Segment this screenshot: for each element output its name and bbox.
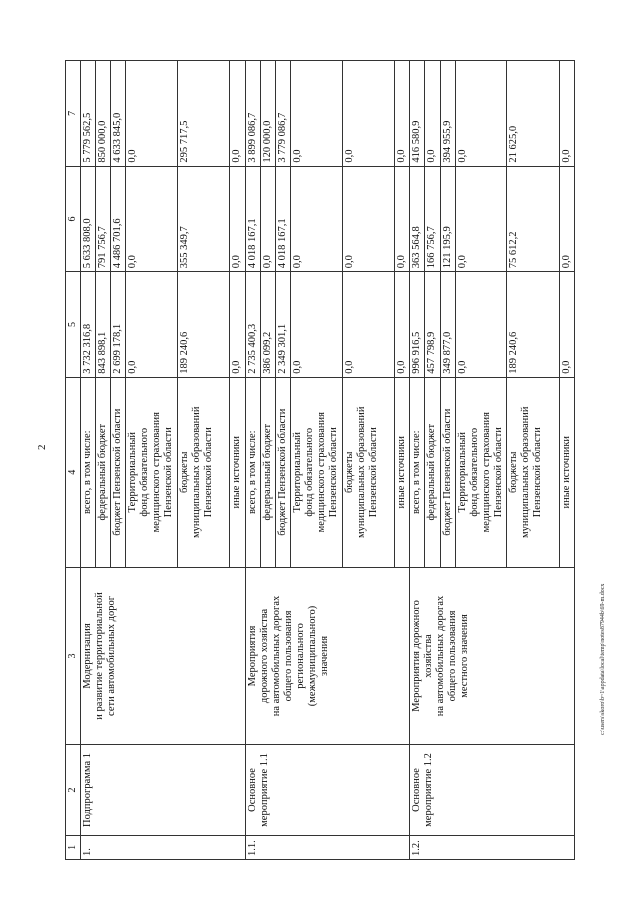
- funding-value-v5: 349 877,0: [440, 272, 455, 378]
- funding-value-v6: 0,0: [342, 166, 395, 272]
- funding-value-v7: 0,0: [230, 61, 245, 167]
- table-row: [410, 61, 425, 860]
- funding-source: бюджет Пензенской области: [440, 377, 455, 567]
- funding-value-v6: 0,0: [395, 166, 410, 272]
- funding-source: Территориальный фонд обязательного медицинского страхования Пензенской области: [291, 377, 343, 567]
- table-row: [81, 61, 96, 860]
- table-body: [81, 61, 575, 860]
- funding-value-v6: 166 756,7: [425, 166, 440, 272]
- funding-value-v7: 21 625,0: [507, 61, 560, 167]
- funding-source: всего, в том числе:: [245, 377, 260, 567]
- funding-value-v6: 0,0: [455, 166, 507, 272]
- funding-value-v6: 791 756,7: [96, 166, 111, 272]
- funding-value-v6: 5 633 808,0: [81, 166, 96, 272]
- col-header-4: 4: [66, 377, 81, 567]
- funding-value-v7: 4 633 845,0: [111, 61, 126, 167]
- col-header-7: 7: [66, 61, 81, 167]
- footer-file-path: c:\users\skoro\b~1\appdata\local\temp\notes87944b\69-m.docx: [600, 583, 606, 735]
- funding-value-v7: 3 779 086,7: [275, 61, 290, 167]
- column-number-row: [66, 61, 81, 860]
- funding-source: федеральный бюджет: [96, 377, 111, 567]
- page-number: 2: [36, 444, 48, 450]
- funding-value-v5: 0,0: [126, 272, 178, 378]
- table-row: [245, 61, 260, 860]
- funding-value-v6: 0,0: [260, 166, 275, 272]
- funding-value-v7: 0,0: [126, 61, 178, 167]
- col-header-1: 1: [66, 835, 81, 859]
- section-description: Модернизация и развитие территориальной сети автомобильных дорог: [81, 567, 246, 745]
- funding-value-v6: 0,0: [291, 166, 343, 272]
- funding-value-v7: 0,0: [425, 61, 440, 167]
- funding-source: иные источники: [559, 377, 574, 567]
- section-description: Мероприятия дорожного хозяйства на автомобильных дорогах общего пользования местного значения: [410, 567, 575, 745]
- funding-value-v5: 2 699 178,1: [111, 272, 126, 378]
- funding-value-v6: 4 018 167,1: [245, 166, 260, 272]
- funding-source: федеральный бюджет: [260, 377, 275, 567]
- funding-source: бюджеты муниципальных образований Пензенской области: [342, 377, 395, 567]
- funding-source: иные источники: [230, 377, 245, 567]
- funding-value-v5: 457 798,9: [425, 272, 440, 378]
- funding-value-v5: 996 916,5: [410, 272, 425, 378]
- funding-value-v7: 0,0: [342, 61, 395, 167]
- funding-value-v5: 0,0: [395, 272, 410, 378]
- funding-source: всего, в том числе:: [410, 377, 425, 567]
- funding-value-v6: 355 349,7: [177, 166, 230, 272]
- funding-value-v6: 0,0: [230, 166, 245, 272]
- funding-value-v6: 4 486 701,6: [111, 166, 126, 272]
- col-header-3: 3: [66, 567, 81, 745]
- section-name: Основное мероприятие 1.2: [410, 745, 575, 835]
- funding-value-v6: 4 018 167,1: [275, 166, 290, 272]
- funding-source: бюджет Пензенской области: [111, 377, 126, 567]
- rotated-table-sheet: [65, 60, 575, 860]
- funding-value-v5: 0,0: [342, 272, 395, 378]
- funding-source: бюджет Пензенской области: [275, 377, 290, 567]
- funding-value-v5: 2 349 301,1: [275, 272, 290, 378]
- section-number: 1.: [81, 835, 246, 859]
- funding-value-v7: 850 000,0: [96, 61, 111, 167]
- col-header-6: 6: [66, 166, 81, 272]
- col-header-2: 2: [66, 745, 81, 835]
- funding-table: [65, 60, 575, 860]
- funding-value-v5: 0,0: [291, 272, 343, 378]
- funding-source: Территориальный фонд обязательного медицинского страхования Пензенской области: [455, 377, 507, 567]
- funding-value-v5: 3 732 316,8: [81, 272, 96, 378]
- funding-value-v5: 0,0: [455, 272, 507, 378]
- section-number: 1.1.: [245, 835, 410, 859]
- funding-value-v7: 3 899 086,7: [245, 61, 260, 167]
- section-name: Основное мероприятие 1.1: [245, 745, 410, 835]
- funding-value-v7: 0,0: [455, 61, 507, 167]
- funding-source: Территориальный фонд обязательного медицинского страхования Пензенской области: [126, 377, 178, 567]
- funding-value-v6: 75 612,2: [507, 166, 560, 272]
- funding-value-v5: 189 240,6: [177, 272, 230, 378]
- funding-value-v7: 394 955,9: [440, 61, 455, 167]
- funding-value-v7: 0,0: [291, 61, 343, 167]
- funding-value-v5: 2 735 400,3: [245, 272, 260, 378]
- section-description: Мероприятия дорожного хозяйства на автомобильных дорогах общего пользования регионального (межмуниципального) значения: [245, 567, 410, 745]
- funding-source: бюджеты муниципальных образований Пензенской области: [177, 377, 230, 567]
- funding-value-v6: 121 195,9: [440, 166, 455, 272]
- funding-source: федеральный бюджет: [425, 377, 440, 567]
- funding-value-v6: 0,0: [559, 166, 574, 272]
- funding-value-v5: 189 240,6: [507, 272, 560, 378]
- funding-value-v6: 363 564,8: [410, 166, 425, 272]
- funding-value-v7: 416 580,9: [410, 61, 425, 167]
- funding-value-v7: 120 000,0: [260, 61, 275, 167]
- funding-source: бюджеты муниципальных образований Пензенской области: [507, 377, 560, 567]
- funding-value-v7: 0,0: [395, 61, 410, 167]
- funding-value-v5: 0,0: [559, 272, 574, 378]
- funding-value-v7: 0,0: [559, 61, 574, 167]
- funding-source: иные источники: [395, 377, 410, 567]
- funding-value-v7: 295 717,5: [177, 61, 230, 167]
- funding-value-v7: 5 779 562,5: [81, 61, 96, 167]
- section-name: Подпрограмма 1: [81, 745, 246, 835]
- funding-value-v6: 0,0: [126, 166, 178, 272]
- funding-value-v5: 0,0: [230, 272, 245, 378]
- section-number: 1.2.: [410, 835, 575, 859]
- funding-source: всего, в том числе:: [81, 377, 96, 567]
- col-header-5: 5: [66, 272, 81, 378]
- funding-value-v5: 386 099,2: [260, 272, 275, 378]
- funding-value-v5: 843 898,1: [96, 272, 111, 378]
